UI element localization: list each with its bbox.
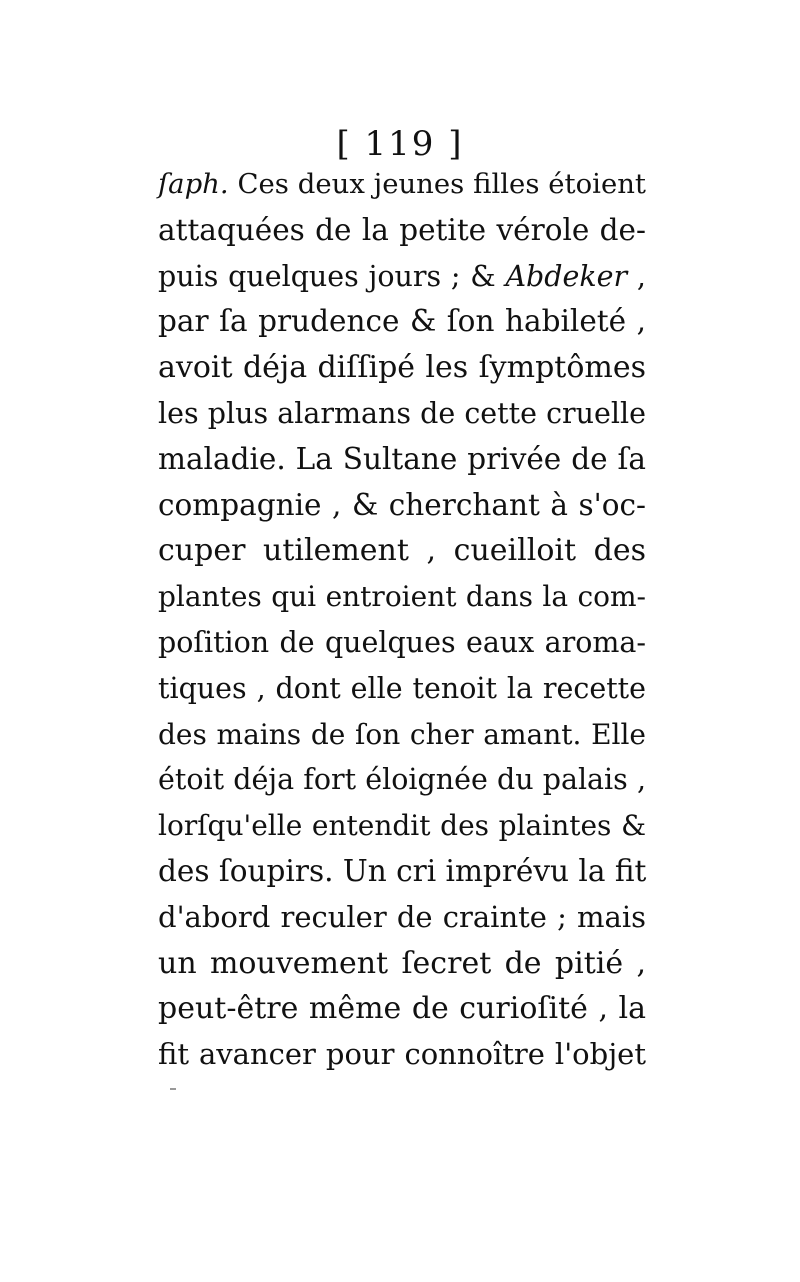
page-number: [ 119 ] xyxy=(336,124,464,164)
text-line: un mouvement ſecret de pitié , xyxy=(158,945,646,981)
text-line: plantes qui entroient dans la com- xyxy=(158,580,646,614)
text-line: poſition de quelques eaux aroma- xyxy=(158,625,646,659)
body-text xyxy=(158,162,646,1078)
text-line: des mains de ſon cher amant. Elle xyxy=(158,717,646,751)
text-line: fit avancer pour connoître l'objet xyxy=(158,1037,646,1072)
text-line: maladie. La Sultane privée de ſa xyxy=(158,441,646,476)
text-line: compagnie , & cherchant à s'oc- xyxy=(158,487,646,522)
text-line: ſaph. Ces deux jeunes filles étoient xyxy=(158,168,646,200)
text-line: lorſqu'elle entendit des plaintes & xyxy=(158,809,646,843)
text-line: des ſoupirs. Un cri imprévu la fit xyxy=(158,853,647,888)
text-line: les plus alarmans de cette cruelle xyxy=(158,396,646,430)
print-mark xyxy=(170,1088,176,1090)
text-line: d'abord reculer de crainte ; mais xyxy=(158,899,646,934)
text-line: attaquées de la petite vérole de- xyxy=(158,212,646,247)
text-line: étoit déja fort éloignée du palais , xyxy=(158,763,646,797)
text-line: tiques , dont elle tenoit la recette xyxy=(158,671,646,705)
text-line: peut-être même de curioſité , la xyxy=(158,991,646,1027)
text-line: avoit déja diſſipé les ſymptômes xyxy=(158,350,646,386)
text-line: cuper utilement , cueilloit des xyxy=(158,533,646,569)
text-line: puis quelques jours ; & Abdeker , xyxy=(158,259,646,293)
text-line: par ſa prudence & ſon habileté , xyxy=(158,304,646,339)
